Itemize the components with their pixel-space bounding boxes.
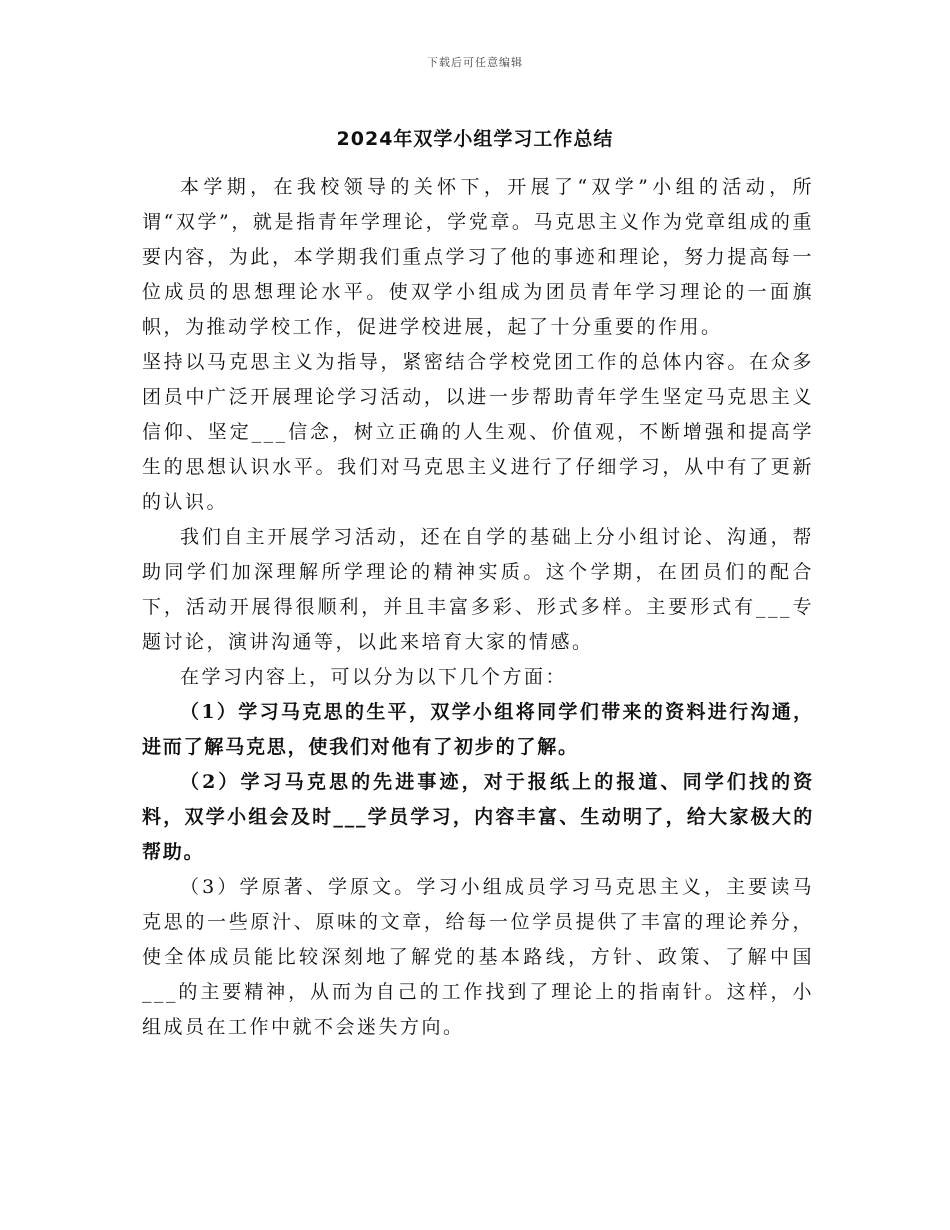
paragraph-activities: 我们自主开展学习活动，还在自学的基础上分小组讨论、沟通，帮助同学们加深理解所学理论的精神实质。这个学期，在团员们的配合下，活动开展得很顺利，并且丰富多彩、形式多样。主要形式有___专题讨论，演讲沟通等，以此来培育大家的情感。 (142, 526, 814, 653)
paragraph-item-1: （1）学习马克思的生平，双学小组将同学们带来的资料进行沟通，进而了解马克思，使我们对他有了初步的了解。 (142, 701, 814, 758)
paragraph-content-intro: 在学习内容上，可以分为以下几个方面： (180, 666, 568, 688)
paragraph-guidance: 坚持以马克思主义为指导，紧密结合学校党团工作的总体内容。在众多团员中广泛开展理论学习活动，以进一步帮助青年学生坚定马克思主义信仰、坚定___信念，树立正确的人生观、价值观，不断增强和提高学生的思想认识水平。我们对马克思主义进行了仔细学习，从中有了更新的认识。 (142, 351, 814, 513)
document-body (142, 170, 814, 1045)
paragraph-intro: 本学期，在我校领导的关怀下，开展了“双学”小组的活动，所谓“双学”，就是指青年学理论，学党章。马克思主义作为党章组成的重要内容，为此，本学期我们重点学习了他的事迹和理论，努力提高每一位成员的思想理论水平。使双学小组成为团员青年学习理论的一面旗帜，为推动学校工作，促进学校进展，起了十分重要的作用。 (142, 176, 814, 338)
document-title: 2024年双学小组学习工作总结 (336, 128, 614, 150)
paragraph-item-3: （3）学原著、学原文。学习小组成员学习马克思主义，主要读马克思的一些原汁、原味的文章，给每一位学员提供了丰富的理论养分，使全体成员能比较深刻地了解党的基本路线，方针、政策、了解中国___的主要精神，从而为自己的工作找到了理论上的指南针。这样，小组成员在工作中就不会迷失方向。 (142, 876, 814, 1038)
paragraph-item-2: （2）学习马克思的先进事迹，对于报纸上的报道、同学们找的资料，双学小组会及时___学员学习，内容丰富、生动明了，给大家极大的帮助。 (142, 771, 814, 863)
header-note: 下载后可任意编辑 (427, 56, 523, 69)
